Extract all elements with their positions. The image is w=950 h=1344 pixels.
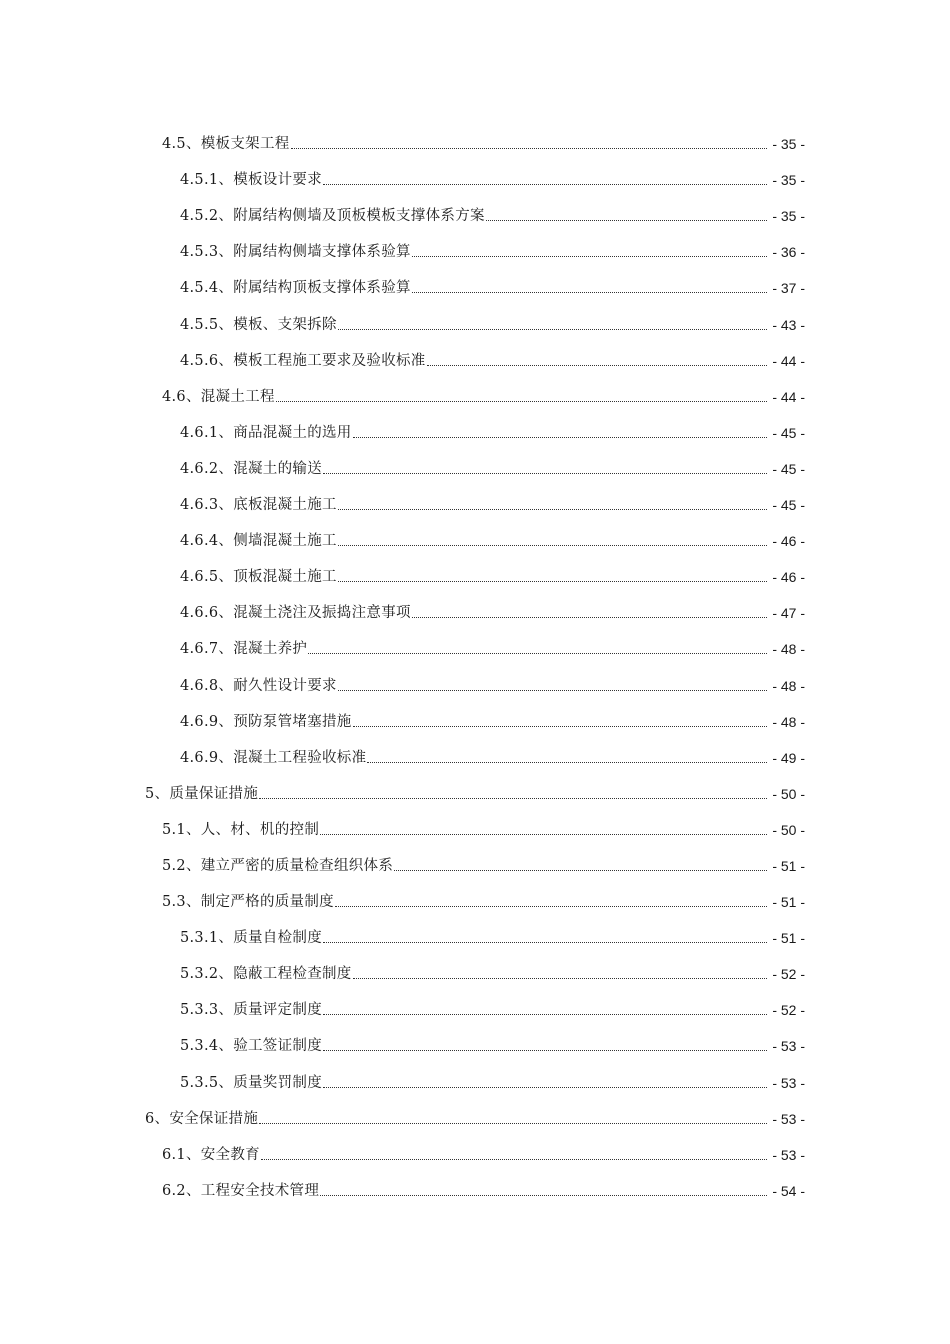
toc-entry[interactable] xyxy=(0,336,950,372)
toc-entry-page-number: - 48 - xyxy=(772,713,805,730)
dot-leader xyxy=(412,256,767,257)
toc-entry-page-number: - 36 - xyxy=(772,244,805,261)
toc-entry-title: 4.6、混凝土工程 xyxy=(162,388,275,405)
toc-entry-title: 5.3.3、质量评定制度 xyxy=(180,1002,322,1019)
toc-entry-page-number: - 53 - xyxy=(772,1110,805,1127)
dot-leader xyxy=(323,1050,767,1051)
dot-leader xyxy=(353,726,767,727)
toc-entry-page-number: - 46 - xyxy=(772,533,805,550)
toc-entry[interactable] xyxy=(0,408,950,444)
toc-entry-page-number: - 50 - xyxy=(772,785,805,802)
toc-entry[interactable] xyxy=(0,227,950,263)
toc-entry[interactable] xyxy=(0,733,950,769)
toc-entry-page-number: - 35 - xyxy=(772,172,805,189)
toc-entry-title: 5.3.5、质量奖罚制度 xyxy=(180,1074,322,1091)
toc-entry-page-number: - 47 - xyxy=(772,605,805,622)
toc-entry[interactable] xyxy=(0,913,950,949)
toc-entry[interactable] xyxy=(0,660,950,696)
dot-leader xyxy=(338,509,767,510)
toc-entry-title: 4.6.9、预防泵管堵塞措施 xyxy=(180,713,352,730)
toc-entry[interactable] xyxy=(0,372,950,408)
toc-entry-title: 4.6.4、侧墙混凝土施工 xyxy=(180,533,337,550)
toc-entry[interactable] xyxy=(0,480,950,516)
toc-entry[interactable] xyxy=(0,155,950,191)
toc-entry-title: 4.5.5、模板、支架拆除 xyxy=(180,316,337,333)
dot-leader xyxy=(394,870,767,871)
toc-entry[interactable] xyxy=(0,769,950,805)
toc-entry-title: 4.5.6、模板工程施工要求及验收标准 xyxy=(180,352,426,369)
toc-entry-title: 4.6.2、混凝土的输送 xyxy=(180,460,322,477)
toc-entry-page-number: - 45 - xyxy=(772,497,805,514)
dot-leader xyxy=(320,834,767,835)
toc-entry[interactable] xyxy=(0,949,950,985)
toc-entry-page-number: - 35 - xyxy=(772,208,805,225)
toc-entry-title: 5.3、制定严格的质量制度 xyxy=(162,894,334,911)
toc-entry-title: 5.2、建立严密的质量检查组织体系 xyxy=(162,857,394,874)
dot-leader xyxy=(335,906,767,907)
dot-leader xyxy=(323,1087,767,1088)
dot-leader xyxy=(412,292,767,293)
toc-entry-title: 6、安全保证措施 xyxy=(145,1110,259,1127)
toc-entry[interactable] xyxy=(0,1166,950,1202)
toc-entry-title: 4.5.1、模板设计要求 xyxy=(180,172,322,189)
toc-entry-title: 6.1、安全教育 xyxy=(162,1146,260,1163)
toc-entry-title: 6.2、工程安全技术管理 xyxy=(162,1182,320,1199)
toc-entry-page-number: - 45 - xyxy=(772,460,805,477)
dot-leader xyxy=(367,762,767,763)
toc-entry[interactable] xyxy=(0,841,950,877)
toc-entry-title: 4.6.3、底板混凝土施工 xyxy=(180,497,337,514)
toc-entry-page-number: - 48 - xyxy=(772,641,805,658)
dot-leader xyxy=(338,545,767,546)
dot-leader xyxy=(276,401,767,402)
dot-leader xyxy=(259,1123,767,1124)
dot-leader xyxy=(486,220,767,221)
toc-entry-title: 4.6.9、混凝土工程验收标准 xyxy=(180,749,367,766)
toc-entry-page-number: - 51 - xyxy=(772,930,805,947)
dot-leader xyxy=(338,690,767,691)
dot-leader xyxy=(320,1195,767,1196)
toc-entry-title: 4.6.7、混凝土养护 xyxy=(180,641,308,658)
dot-leader xyxy=(338,581,767,582)
toc-entry[interactable] xyxy=(0,624,950,660)
toc-entry[interactable] xyxy=(0,516,950,552)
dot-leader xyxy=(323,1014,767,1015)
toc-entry-title: 4.5、模板支架工程 xyxy=(162,136,290,153)
toc-entry[interactable] xyxy=(0,1021,950,1057)
toc-entry-title: 4.6.6、混凝土浇注及振捣注意事项 xyxy=(180,605,411,622)
toc-entry-page-number: - 45 - xyxy=(772,424,805,441)
toc-entry[interactable] xyxy=(0,1094,950,1130)
toc-entry-page-number: - 37 - xyxy=(772,280,805,297)
toc-entry[interactable] xyxy=(0,444,950,480)
toc-entry[interactable] xyxy=(0,1057,950,1093)
dot-leader xyxy=(353,437,767,438)
toc-entry-title: 5.3.1、质量自检制度 xyxy=(180,930,322,947)
toc-entry-title: 4.6.8、耐久性设计要求 xyxy=(180,677,337,694)
toc-entry[interactable] xyxy=(0,263,950,299)
dot-leader xyxy=(323,184,767,185)
dot-leader xyxy=(338,329,767,330)
toc-entry-page-number: - 43 - xyxy=(772,316,805,333)
toc-entry-page-number: - 44 - xyxy=(772,352,805,369)
toc-entry-title: 5.3.4、验工签证制度 xyxy=(180,1038,322,1055)
toc-entry[interactable] xyxy=(0,299,950,335)
toc-entry-page-number: - 54 - xyxy=(772,1182,805,1199)
toc-entry-page-number: - 44 - xyxy=(772,388,805,405)
toc-entry-title: 4.5.4、附属结构顶板支撑体系验算 xyxy=(180,280,411,297)
toc-entry[interactable] xyxy=(0,119,950,155)
table-of-contents xyxy=(0,119,950,1202)
dot-leader xyxy=(323,942,767,943)
toc-entry-title: 5.1、人、材、机的控制 xyxy=(162,821,320,838)
toc-entry-title: 4.5.2、附属结构侧墙及顶板模板支撑体系方案 xyxy=(180,208,485,225)
toc-entry-title: 4.6.1、商品混凝土的选用 xyxy=(180,424,352,441)
toc-entry-page-number: - 51 - xyxy=(772,894,805,911)
toc-entry-page-number: - 50 - xyxy=(772,821,805,838)
toc-entry[interactable] xyxy=(0,588,950,624)
toc-entry[interactable] xyxy=(0,191,950,227)
toc-entry-page-number: - 53 - xyxy=(772,1038,805,1055)
toc-entry-title: 4.5.3、附属结构侧墙支撑体系验算 xyxy=(180,244,411,261)
dot-leader xyxy=(412,617,767,618)
toc-entry[interactable] xyxy=(0,552,950,588)
toc-entry-page-number: - 53 - xyxy=(772,1074,805,1091)
dot-leader xyxy=(259,798,767,799)
dot-leader xyxy=(323,473,767,474)
toc-entry-page-number: - 48 - xyxy=(772,677,805,694)
toc-entry-page-number: - 52 - xyxy=(772,1002,805,1019)
dot-leader xyxy=(308,653,767,654)
toc-entry-title: 5.3.2、隐蔽工程检查制度 xyxy=(180,966,352,983)
toc-entry-page-number: - 51 - xyxy=(772,857,805,874)
dot-leader xyxy=(291,148,767,149)
toc-entry-page-number: - 49 - xyxy=(772,749,805,766)
toc-entry[interactable] xyxy=(0,697,950,733)
dot-leader xyxy=(427,365,767,366)
toc-entry-page-number: - 46 - xyxy=(772,569,805,586)
toc-entry[interactable] xyxy=(0,877,950,913)
toc-entry-page-number: - 52 - xyxy=(772,966,805,983)
toc-entry[interactable] xyxy=(0,1130,950,1166)
toc-entry[interactable] xyxy=(0,805,950,841)
toc-entry-page-number: - 35 - xyxy=(772,136,805,153)
toc-entry-title: 4.6.5、顶板混凝土施工 xyxy=(180,569,337,586)
toc-entry-title: 5、质量保证措施 xyxy=(145,785,259,802)
dot-leader xyxy=(261,1159,767,1160)
dot-leader xyxy=(353,978,767,979)
toc-entry-page-number: - 53 - xyxy=(772,1146,805,1163)
toc-entry[interactable] xyxy=(0,985,950,1021)
